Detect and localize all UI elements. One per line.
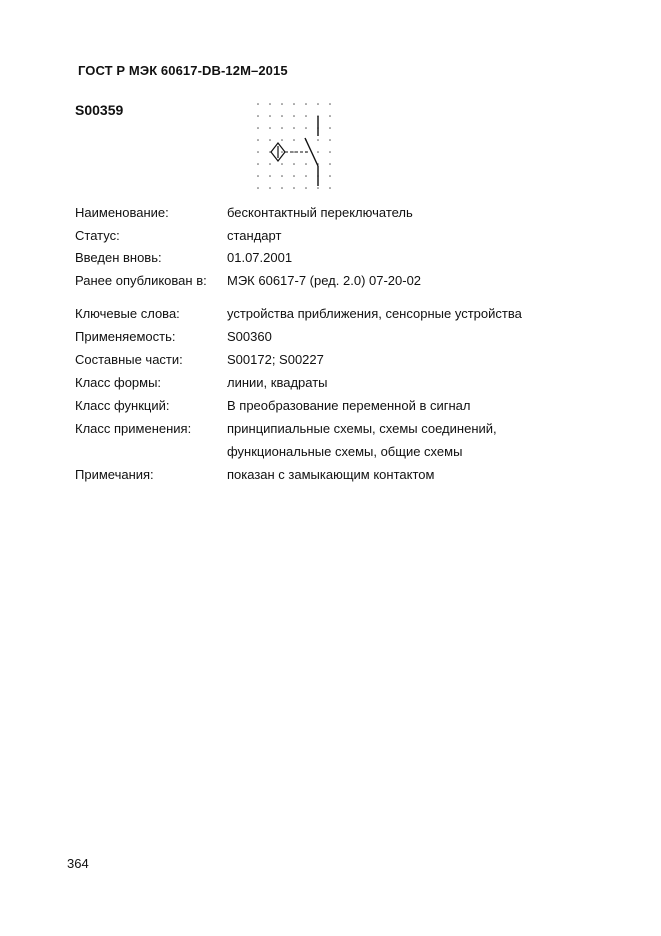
symbol-code: S00359 [75,102,124,118]
field-label: Наименование: [75,205,169,220]
field-value: показан с замыкающим контактом [227,467,435,482]
field-label: Класс формы: [75,375,162,390]
proximity-sensor-diamond [271,143,285,161]
field-introduced [75,249,595,267]
field-label: Примечания: [75,467,154,482]
field-status [75,227,595,245]
field-published [75,272,595,290]
field-value: стандарт [227,228,282,243]
standard-title: ГОСТ Р МЭК 60617-DB-12M–2015 [78,63,288,78]
field-value: В преобразование переменной в сигнал [227,398,471,413]
field-value: МЭК 60617-7 (ред. 2.0) 07-20-02 [227,273,422,288]
field-value: бесконтактный переключатель [227,205,413,220]
field-application-class [75,420,595,438]
field-value: устройства приближения, сенсорные устройства [227,306,522,321]
field-label: Класс функций: [75,398,170,413]
field-value: 01.07.2001 [227,250,293,265]
field-value: S00172; S00227 [227,352,324,367]
make-contact [305,116,318,186]
field-label: Ключевые слова: [75,306,180,321]
page-number: 364 [67,856,89,871]
field-label: Введен вновь: [75,250,162,265]
field-value: принципиальные схемы, схемы соединений, [227,421,497,436]
field-function-class [75,397,595,415]
field-name [75,204,595,222]
field-parts [75,351,595,369]
field-value: функциональные схемы, общие схемы [227,444,463,459]
field-label: Применяемость: [75,329,176,344]
field-label: Класс применения: [75,421,192,436]
grid-dots [257,103,331,189]
field-notes [75,466,595,484]
field-label: Ранее опубликован в: [75,273,207,288]
field-keywords [75,305,595,323]
field-shape-class [75,374,595,392]
field-applicability [75,328,595,346]
field-application-class-continued [75,443,595,461]
field-label: Составные части: [75,352,183,367]
field-value: S00360 [227,329,272,344]
proximity-switch-make-contact-icon [252,98,336,199]
field-label: Статус: [75,228,120,243]
field-value: линии, квадраты [227,375,328,390]
